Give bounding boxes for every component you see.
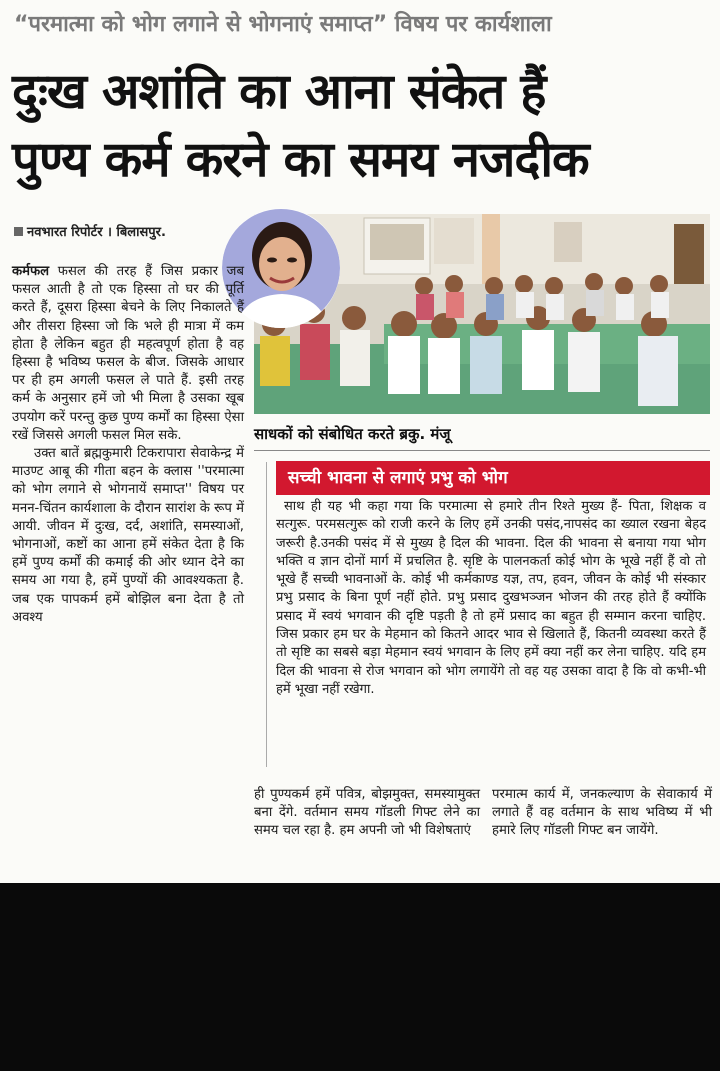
black-background: [0, 883, 720, 1071]
lead-word: कर्मफल: [12, 264, 50, 279]
column-divider: [266, 462, 267, 767]
byline: [14, 222, 166, 240]
left-para-1: [12, 263, 244, 445]
caption-rule: [254, 450, 710, 451]
bottom-column-2: [254, 786, 480, 841]
left-para-1-text: फसल की तरह हैं जिस प्रकार जब फसल आती है तो एक हिस्सा तो घर की पूर्ति करते हैं, दूसरा हिस्सा बेचने के लिए निकालते हैं और तीसरा हिस्सा जो कि भले ही मात्रा में कम होता है लेकिन बहुत ही महत्वपूर्ण होता है वह हिस्सा है भविष्य फसल के बीज. जिसके आधार पर ही हम अगली फसल ले पाते हैं. इसी तरह कर्म के अनुसार हमें जो भी मिला है उसका खूब उपयोग करें परन्तु कुछ पुण्य कर्मों का हिस्सा ऐसा रखें जिससे अगली फसल मिल सके.: [12, 264, 244, 443]
headline: [12, 58, 712, 194]
box-paragraph: साथ ही यह भी कहा गया कि परमात्मा से हमारे तीन रिश्ते मुख्य हैं- पिता, शिक्षक व सत्गुरू. परमसत्गुरू को राजी करने के लिए हमें उनकी पसंद,नापसंद का ख्याल रखना बेहद जरूरी है.उनकी पसंद में से मुख्य है दिल की भावना. दिल की भावना से बनाया गया भोग भक्ति व ज्ञान दोनों मार्ग में प्रचलित है. सृष्टि के पालनकर्ता कोई भोग के भूखे नहीं हैं वो तो भूखे हैं सच्ची भावनाओं के. कोई भी कर्मकाण्ड यज्ञ, तप, हवन, जीवन के कोई भी संस्कार प्रभु प्रसाद के बिना पूर्ण नहीं होते. प्रभु प्रसाद दुखभञ्जन भोजन की तरह होते हैं क्योंकि प्रसाद में स्वयं भगवान की दृष्टि पड़ती है तो हमें प्रसाद का बहुत ही सम्मान करना चाहिए. जिस प्रकार हम घर के मेहमान को कितने आदर भाव से खिलाते हैं, कितनी व्यवस्था करते हैं तो सृष्टि का सबसे बड़ा मेहमान स्वयं भगवान के लिए हमें क्या नहीं कर लेना चाहिए. यदि हम दिल की भावना से रोज भगवान को भोग लगायेंगे तो वह यह उसका वादा है कि वो कभी-भी हमें भूखा नहीं रखेगा.: [276, 499, 706, 697]
photo-caption: साधकों को संबोधित करते ब्रकु. मंजू: [254, 425, 451, 443]
left-column: [12, 263, 244, 627]
bottom-column-3: [492, 786, 712, 841]
kicker-heading: “परमात्मा को भोग लगाने से भोगनाएं समाप्त” विषय पर कार्यशाला: [14, 12, 552, 37]
bottom-column-3-text: परमात्म कार्य में, जनकल्याण के सेवाकार्य में लगाते हैं वह वर्तमान के साथ भविष्य में भी हमारे लिए गॉडली गिफ्ट बन जायेंगे.: [492, 787, 712, 839]
bottom-column-2-text: ही पुण्यकर्म हमें पवित्र, बोझमुक्त, समस्यामुक्त बना देंगे. वर्तमान समय गॉडली गिफ्ट लेने का समय चल रहा है. हम अपनी जो भी विशेषताएं: [254, 787, 480, 839]
left-para-2: उक्त बातें ब्रह्मकुमारी टिकरापारा सेवाकेन्द्र में माउण्ट आबू की गीता बहन के क्लास ''परमात्मा को भोग लगाने से भोगनायें समाप्त'' विषय पर मनन-चिंतन कार्यशाला के दौरान सारांश के रूप में आयी. जीवन में दुःख, दर्द, अशांति, समस्याओं, भोगनाओं, कष्टों का आना हमें संकेत देता है कि हमें पुण्य कर्मों की कमाई की ओर ध्यान देने का समय आ गया है, हमें पुण्यों की आवश्यकता है. जब एक पापकर्म हमें बोझिल बना देता है तो अवश्य: [12, 446, 244, 625]
box-text: [276, 498, 706, 699]
headline-line-1: दुःख अशांति का आना संकेत हैं: [12, 63, 546, 120]
byline-square-icon: [14, 227, 23, 236]
box-title: सच्ची भावना से लगाएं प्रभु को भोग: [276, 461, 710, 495]
headline-line-2: पुण्य कर्म करने का समय नजदीक: [12, 131, 589, 188]
byline-text: नवभारत रिपोर्टर । बिलासपुर.: [27, 225, 166, 240]
